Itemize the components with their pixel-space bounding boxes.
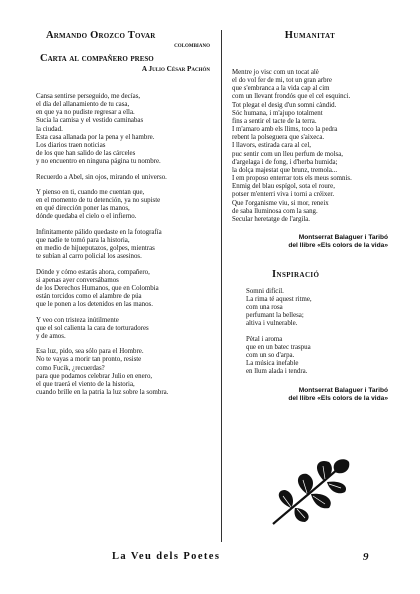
poem-line: la ciudad. (36, 125, 63, 133)
poem-line: com una rosa (246, 304, 283, 312)
poem-line: como Fucik, ¿recuerdas? (36, 364, 105, 372)
poem-line: en qué dirección poner las manos, (36, 205, 130, 213)
stanza (36, 269, 212, 310)
poem-line: te subían al carro policial los asesinos. (36, 253, 142, 261)
poem-line: La música inefable (246, 360, 299, 368)
poem-line: Y pienso en ti, cuando me cuentan que, (36, 188, 145, 196)
poem-title: Carta al compañero preso (40, 53, 154, 64)
attribution-author: Montserrat Balaguer i Taribó (298, 386, 388, 394)
poem-line: Dónde y cómo estarás ahora, compañero, (36, 268, 150, 276)
poem-line: com un llevant frondós que el cel esquinci. (232, 93, 351, 101)
poem-line: I m'amaro amb els llims, toco la pedra (232, 126, 338, 134)
attribution-author: Montserrat Balaguer i Taribó (298, 233, 388, 241)
poem-line: altiva i vulnerable. (246, 320, 298, 328)
poem-line: com un so d'arpa. (246, 352, 295, 360)
poem-title-inspiracio: Inspiració (272, 268, 320, 280)
poem-line: Esta casa allanada por la pena y el hambre. (36, 133, 155, 141)
stanza (36, 189, 212, 222)
poem-line: dónde quedaba el cielo o el infierno. (36, 213, 137, 221)
poem-line: Infinitamente pálido quedaste en la fotografía (36, 228, 162, 236)
stanza (246, 336, 388, 377)
poem-line: Recuerdo a Abel, sin ojos, mirando el universo. (36, 173, 167, 181)
poem-line: I em proposo enterrar tots els meus somnis. (232, 175, 352, 183)
attribution-book: del llibre «Els colors de la vida» (288, 394, 388, 402)
poem-body-inspiracio (246, 288, 388, 377)
stanza (36, 229, 212, 262)
poem-line: el día del allanamiento de tu casa, (36, 101, 130, 109)
attribution-book: del llibre «Els colors de la vida» (288, 242, 388, 250)
poem-line: y no encuentro en ninguna página tu nombre. (36, 158, 161, 166)
author-country: colombiano (174, 42, 210, 49)
poem-line: y de amos. (36, 332, 66, 340)
poem-line: Los diarios traen noticias (36, 141, 106, 149)
poem-line: cuando brille en la patria la luz sobre la sombra. (36, 388, 169, 396)
poem-line: Mentre jo visc com un tocat alè (232, 69, 319, 76)
poem-body-humanitat (232, 69, 388, 224)
poem-title-humanitat: Humanitat (284, 30, 336, 41)
poem-line: Enmig del blau espígol, sota el roure, (232, 183, 335, 191)
poem-body (36, 93, 212, 397)
poem-line: están torcidos como el alambre de púa (36, 293, 142, 301)
poem-line: en el momento de tu detención, ya no supiste (36, 197, 161, 205)
author-name: Armando Orozco Tovar (46, 30, 156, 41)
poem-attribution-2 (232, 387, 388, 404)
poem-line: Pètal i aroma (246, 335, 283, 343)
poem-line: No te vayas a morir tan pronto, resiste (36, 356, 142, 364)
poem-line: el do vol fer de mi, tot un gran arbre (232, 77, 332, 85)
stanza (36, 174, 212, 182)
poem-line: que nadie te tomó para la historia, (36, 236, 130, 244)
poem-line: si apenas ayer conversábamos (36, 276, 119, 284)
poem-line: perfumant la bellesa; (246, 312, 304, 320)
poem-line: La rima té aquest ritme, (246, 295, 312, 303)
poem-line: puc sentir com un lleu perfum de molsa, (232, 150, 343, 158)
poem-line: Cansa sentirse perseguido, me decías, (36, 93, 141, 100)
page-number: 9 (363, 551, 369, 563)
page-footer (0, 551, 420, 569)
poem-line: de saba lluminosa com la sang. (232, 207, 318, 215)
poem-attribution (232, 234, 388, 251)
poem-line: de los Derechos Humanos, que en Colombia (36, 284, 159, 292)
poem-line: de los que han salido de las cárceles (36, 150, 136, 158)
column-divider (221, 30, 222, 542)
poem-line: potser m'enterri viva i torni a créixer. (232, 191, 335, 199)
poem-line: el que traerá el viento de la historia, (36, 380, 135, 388)
poem-line: fins a sentir el tacte de la terra. (232, 117, 317, 125)
poem-line: d'argelaga i de fong, i d'herba humida; (232, 158, 338, 166)
stanza (36, 93, 212, 166)
stanza (246, 288, 388, 329)
poem-line: Esa luz, pido, sea sólo para el Hombre. (36, 348, 144, 356)
leaf-branch-icon (267, 458, 351, 530)
poem-line: Que l'organisme viu, si mor, reneix (232, 199, 329, 207)
poem-line: que el sol calienta la cara de torturadores (36, 324, 149, 332)
poem-line: Secular heretatge de l'argila. (232, 215, 311, 223)
poem-line: rebent la polseguera que s'aixeca. (232, 134, 325, 142)
poem-line: Somni difícil. (246, 287, 284, 295)
poem-line: en medio de hijueputazos, golpes, mientras (36, 245, 155, 253)
poem-line: Y veo con tristeza inútilmente (36, 316, 119, 324)
poem-line: que le ponen a los detenidos en las manos. (36, 301, 153, 309)
poem-line: que en un batec traspua (246, 343, 311, 351)
poem-line: que s'embranca a la vida cap al cim (232, 85, 330, 93)
poem-line: en llum alada i tendra. (246, 368, 308, 376)
right-column (232, 30, 388, 403)
poem-line: Sóc humana, i m'ajupo totalment (232, 109, 323, 117)
poem-line: I llavors, estirada cara al cel, (232, 142, 312, 150)
stanza (36, 348, 212, 397)
poem-line: Tot plegat el desig d'un somni càndid. (232, 101, 337, 109)
poem-line: la dolça majestat que brunz, tremola... (232, 166, 338, 174)
stanza (36, 317, 212, 341)
poem-line: en que ya no pudiste regresar a ella. (36, 109, 135, 117)
poem-line: para que podamos celebrar Julio en enero, (36, 372, 153, 380)
left-column (36, 30, 212, 404)
poem-dedication: A Julio César Pachón (141, 65, 210, 73)
magazine-title: La Veu dels Poetes (112, 551, 221, 562)
poem-line: Sucia la camisa y el vestido caminabas (36, 117, 144, 125)
